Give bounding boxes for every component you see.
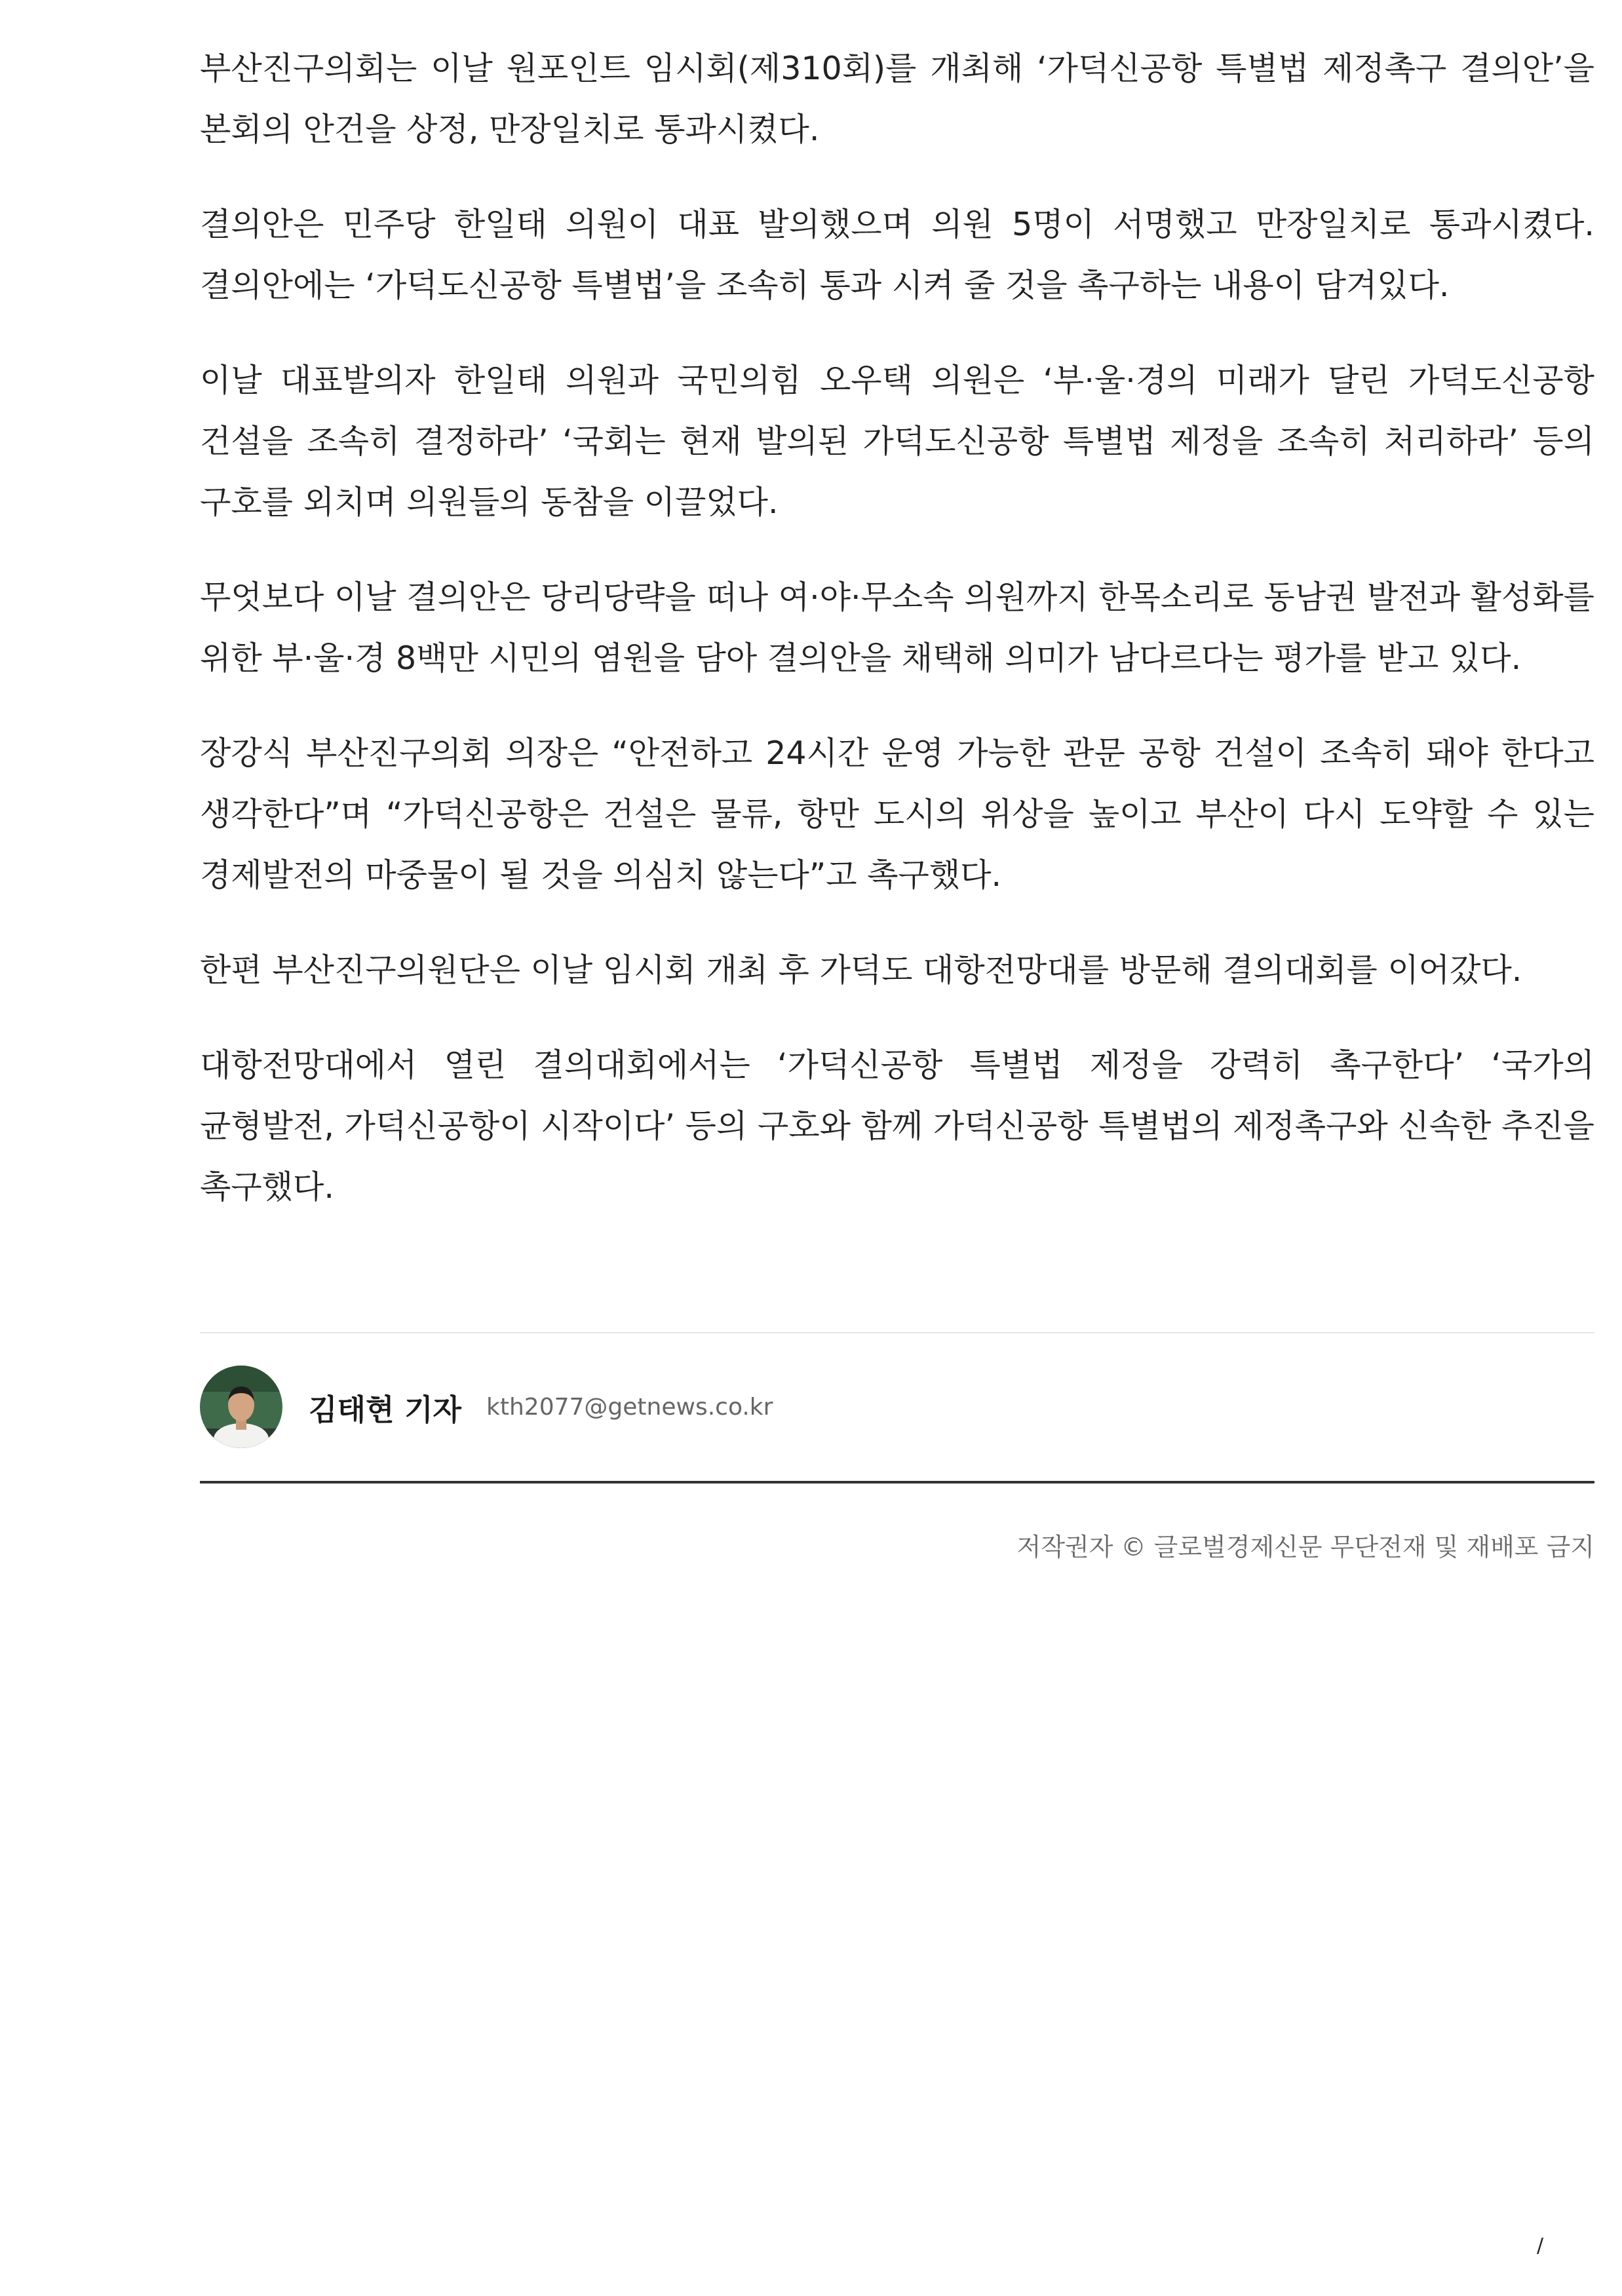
article-end-divider: [200, 1481, 1594, 1483]
copyright-notice: 저작권자 © 글로벌경제신문 무단전재 및 재배포 금지: [1016, 1533, 1594, 1561]
byline-divider: [200, 1332, 1594, 1333]
article-paragraph: 부산진구의회는 이날 원포인트 임시회(제310회)를 개최해 ‘가덕신공항 특별법 제정촉구 결의안’을 본회의 안건을 상정, 만장일치로 통과시켰다.: [200, 50, 1594, 148]
article-paragraph: 이날 대표발의자 한일태 의원과 국민의힘 오우택 의원은 ‘부·울·경의 미래가 달린 가덕도신공항 건설을 조속히 결정하라’ ‘국회는 현재 발의된 가덕도신공항 특별법 제정을 조속히 처리하라’ 등의 구호를 외치며 의원들의 동참을 이끌었다.: [200, 362, 1594, 521]
article-paragraph: 결의안은 민주당 한일태 의원이 대표 발의했으며 의원 5명이 서명했고 만장일치로 통과시켰다. 결의안에는 ‘가덕도신공항 특별법’을 조속히 통과 시켜 줄 것을 촉구하는 내용이 담겨있다.: [200, 206, 1594, 304]
author-name: 김태현 기자: [309, 1392, 462, 1427]
article-body: [200, 38, 1594, 1217]
article-paragraph: 한편 부산진구의원단은 이날 임시회 개최 후 가덕도 대항전망대를 방문해 결의대회를 이어갔다.: [200, 951, 1522, 989]
article-paragraph: 무엇보다 이날 결의안은 당리당략을 떠나 여·야·무소속 의원까지 한목소리로 동남권 발전과 활성화를 위한 부·울·경 8백만 시민의 염원을 담아 결의안을 채택해 의미가 남다르다는 평가를 받고 있다.: [200, 579, 1594, 677]
reporter-photo-icon: [200, 1366, 282, 1448]
author-email-link[interactable]: kth2077@getnews.co.kr: [486, 1393, 773, 1421]
article-paragraph: 대항전망대에서 열린 결의대회에서는 ‘가덕신공항 특별법 제정을 강력히 촉구한다’ ‘국가의 균형발전, 가덕신공항이 시작이다’ 등의 구호와 함께 가덕신공항 특별법의 제정촉구와 신속한 추진을 촉구했다.: [200, 1046, 1594, 1206]
page-marker: /: [1537, 2234, 1544, 2257]
article-paragraph: 장강식 부산진구의회 의장은 “안전하고 24시간 운영 가능한 관문 공항 건설이 조속히 돼야 한다고 생각한다”며 “가덕신공항은 건설은 물류, 항만 도시의 위상을 높이고 부산이 다시 도약할 수 있는 경제발전의 마중물이 될 것을 의심치 않는다”고 촉구했다.: [200, 735, 1594, 894]
author-byline: [200, 1366, 773, 1448]
author-avatar[interactable]: [200, 1366, 282, 1448]
